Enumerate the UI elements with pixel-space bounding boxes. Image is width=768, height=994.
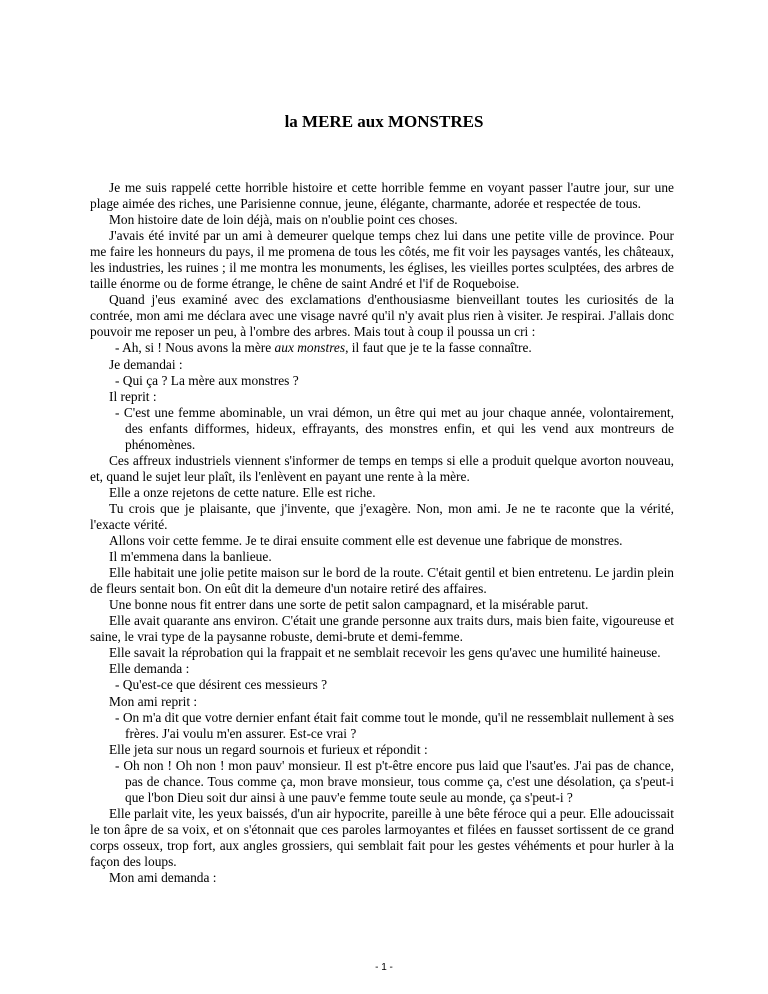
paragraph: Elle demanda :	[109, 661, 190, 677]
dialogue-line: - Oh non ! Oh non ! mon pauv' monsieur. Il est p't-être encore pus laid que l'saut'es. J'ai pas de chance, pas de chance. Tous comme ça, mon brave monsieur, tous comme ça, c'est une désolation, ça s'peut-i que l'bon Dieu soit dur ainsi à une pauv'e femme toute seule au monde, ça s'peut-i ?	[115, 757, 674, 805]
paragraph: Elle jeta sur nous un regard sournois et furieux et répondit :	[109, 741, 428, 757]
paragraph: Mon ami reprit :	[109, 693, 198, 709]
paragraph: Elle savait la réprobation qui la frappait et ne semblait recevoir les gens qu'avec une humilité haineuse.	[109, 645, 661, 661]
paragraph: Il reprit :	[109, 388, 157, 404]
paragraph: Tu crois que je plaisante, que j'invente, que j'exagère. Non, mon ami. Je ne te raconte que la vérité, l'exacte vérité.	[90, 500, 674, 532]
dialogue-line: - Qui ça ? La mère aux monstres ?	[115, 372, 299, 388]
page-title: la MERE aux MONSTRES	[284, 112, 484, 131]
paragraph: Je demandai :	[109, 356, 183, 372]
paragraph: Ces affreux industriels viennent s'informer de temps en temps si elle a produit quelque avorton nouveau, et, quand le sujet leur plaît, ils l'enlèvent en payant une rente à la mère.	[90, 452, 674, 484]
paragraph: Je me suis rappelé cette horrible histoire et cette horrible femme en voyant passer l'autre jour, sur une plage aimée des riches, une Parisienne connue, jeune, élégante, charmante, adorée et respectée de tous.	[90, 180, 674, 212]
paragraph: Une bonne nous fit entrer dans une sorte de petit salon campagnard, et la misérable parut.	[109, 597, 589, 613]
dialogue-text: - Ah, si ! Nous avons la mère	[115, 340, 275, 356]
paragraph: Allons voir cette femme. Je te dirai ensuite comment elle est devenue une fabrique de monstres.	[109, 533, 623, 549]
dialogue-line	[90, 340, 674, 356]
dialogue-text: , il faut que je te la fasse connaître.	[345, 340, 532, 356]
paragraph: J'avais été invité par un ami à demeurer quelque temps chez lui dans une petite ville de province. Pour me faire les honneurs du pays, il me promena de tous les côtés, me fit voir les paysages vantés, les châteaux, les industries, les ruines ; il me montra les monuments, les églises, les vieilles portes sculptées, des arbres de taille énorme ou de forme étrange, le chêne de saint André et l'if de Roqueboise.	[90, 228, 674, 292]
paragraph: Quand j'eus examiné avec des exclamations d'enthousiasme bienveillant toutes les curiosités de la contrée, mon ami me déclara avec une visage navré qu'il n'y avait plus rien à visiter. Je respirai. J'allais donc pouvoir me reposer un peu, à l'ombre des arbres. Mais tout à coup il poussa un cri :	[90, 292, 674, 340]
paragraph: Elle a onze rejetons de cette nature. Elle est riche.	[109, 484, 376, 500]
paragraph: Elle parlait vite, les yeux baissés, d'un air hypocrite, pareille à une bête féroce qui a peur. Elle adoucissait le ton âpre de sa voix, et on s'étonnait que ces paroles larmoyantes et filées en fausset sortissent de ce grand corps osseux, trop fort, aux angles grossiers, qui semblait fait pour les gestes véhéments et pour hurler à la façon des loups.	[90, 805, 674, 869]
page-number: - 1 -	[375, 962, 393, 973]
dialogue-line: - C'est une femme abominable, un vrai démon, un être qui met au jour chaque année, volontairement, des enfants difformes, hideux, effrayants, des monstres enfin, et qui les vend aux montreurs de phénomènes.	[115, 404, 674, 452]
dialogue-line: - Qu'est-ce que désirent ces messieurs ?	[115, 677, 328, 693]
document-body	[90, 180, 674, 886]
paragraph: Mon histoire date de loin déjà, mais on n'oublie point ces choses.	[109, 212, 458, 228]
paragraph: Elle habitait une jolie petite maison sur le bord de la route. C'était gentil et bien entretenu. Le jardin plein de fleurs sentait bon. On eût dit la demeure d'un notaire retiré des affaires.	[90, 565, 674, 597]
paragraph: Elle avait quarante ans environ. C'était une grande personne aux traits durs, mais bien faite, vigoureuse et saine, le vrai type de la paysanne robuste, demi-brute et demi-femme.	[90, 613, 674, 645]
dialogue-line: - On m'a dit que votre dernier enfant était fait comme tout le monde, qu'il ne ressemblait nullement à ses frères. J'ai voulu m'en assurer. Est-ce vrai ?	[115, 709, 674, 741]
emphasized-text: aux monstres	[274, 340, 346, 356]
paragraph: Mon ami demanda :	[109, 870, 217, 886]
paragraph: Il m'emmena dans la banlieue.	[109, 549, 272, 565]
